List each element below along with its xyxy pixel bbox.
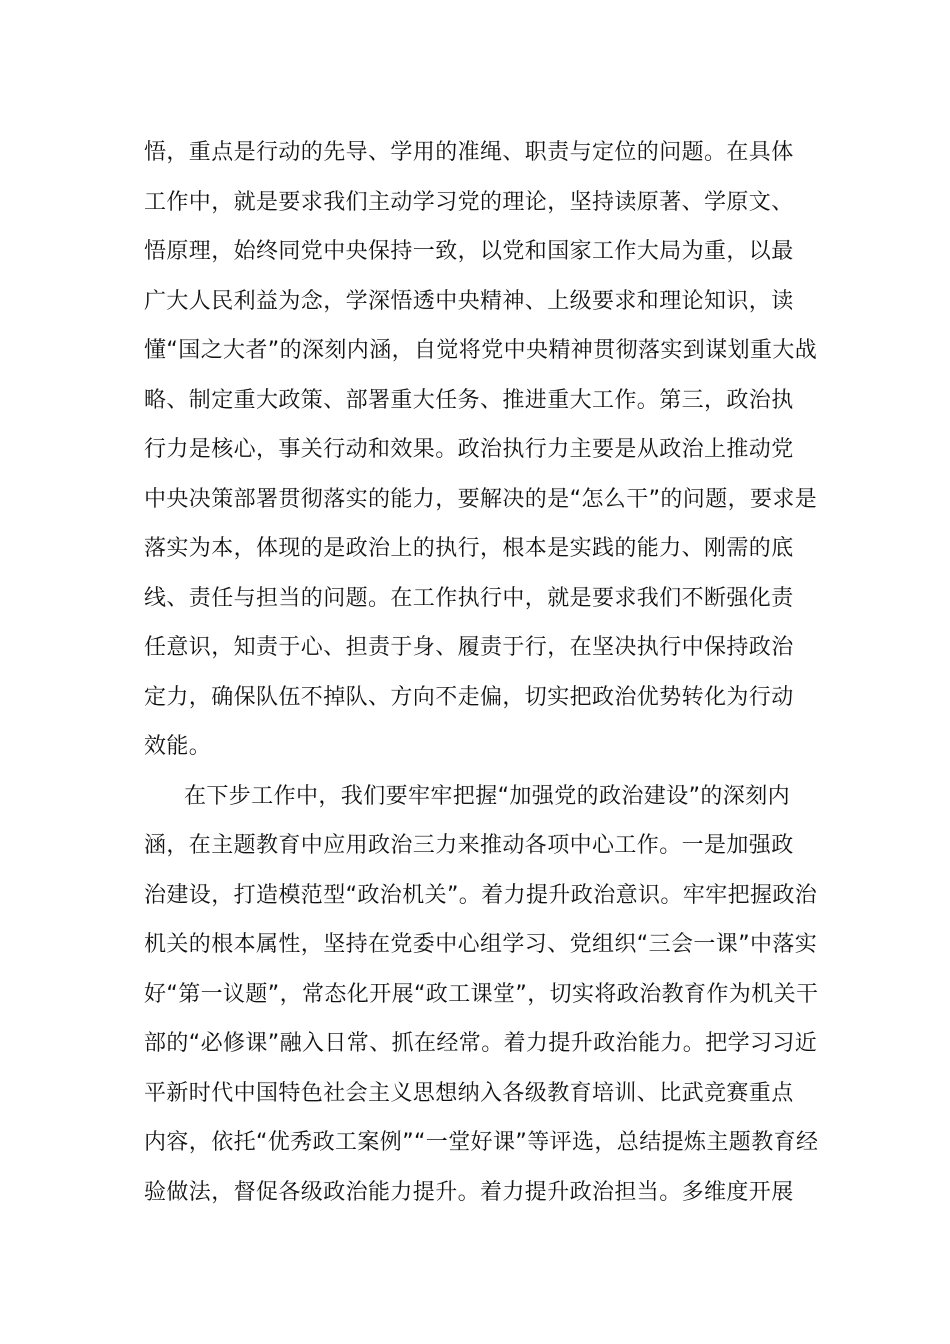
text-line: 线、责任与担当的问题。在工作执行中，就是要求我们不断强化责 bbox=[144, 585, 794, 611]
text-line: 平新时代中国特色社会主义思想纳入各级教育培训、比武竞赛重点 bbox=[144, 1080, 794, 1106]
text-line: 机关的根本属性，坚持在党委中心组学习、党组织“三会一课”中落实 bbox=[144, 932, 818, 957]
text-line: 治建设，打造模范型“政治机关”。着力提升政治意识。牢牢把握政治 bbox=[144, 882, 818, 908]
text-line: 悟，重点是行动的先导、学用的准绳、职责与定位的问题。在具体 bbox=[144, 140, 794, 165]
document-body bbox=[144, 128, 824, 1217]
text-line: 部的“必修课”融入日常、抓在经常。着力提升政治能力。把学习习近 bbox=[144, 1031, 818, 1056]
text-line: 中央决策部署贯彻落实的能力，要解决的是“怎么干”的问题，要求是 bbox=[144, 486, 818, 512]
text-line: 定力，确保队伍不掉队、方向不走偏，切实把政治优势转化为行动 bbox=[144, 684, 794, 710]
text-line: 广大人民利益为念，学深悟透中央精神、上级要求和理论知识，读 bbox=[144, 288, 794, 314]
text-line: 略、制定重大政策、部署重大任务、推进重大工作。第三，政治执 bbox=[144, 387, 794, 413]
text-line: 任意识，知责于心、担责于身、履责于行，在坚决执行中保持政治 bbox=[144, 635, 794, 660]
text-line: 内容，依托“优秀政工案例”“一堂好课”等评选，总结提炼主题教育经 bbox=[144, 1130, 819, 1155]
text-line: 落实为本，体现的是政治上的执行，根本是实践的能力、刚需的底 bbox=[144, 536, 794, 561]
paragraph-2 bbox=[144, 772, 824, 1218]
text-line-indented: 在下步工作中，我们要牢牢把握“加强党的政治建设”的深刻内 bbox=[184, 783, 790, 809]
text-line: 悟原理，始终同党中央保持一致，以党和国家工作大局为重，以最 bbox=[144, 239, 794, 264]
text-line: 懂“国之大者”的深刻内涵，自觉将党中央精神贯彻落实到谋划重大战 bbox=[144, 338, 818, 363]
text-line: 涵，在主题教育中应用政治三力来推动各项中心工作。一是加强政 bbox=[144, 833, 794, 858]
text-line: 好“第一议题”，常态化开展“政工课堂”，切实将政治教育作为机关干 bbox=[144, 981, 819, 1007]
text-line: 行力是核心，事关行动和效果。政治执行力主要是从政治上推动党 bbox=[144, 437, 794, 462]
text-line: 工作中，就是要求我们主动学习党的理论，坚持读原著、学原文、 bbox=[144, 189, 794, 215]
text-line: 效能。 bbox=[144, 734, 212, 759]
text-line: 验做法，督促各级政治能力提升。着力提升政治担当。多维度开展 bbox=[144, 1179, 794, 1205]
paragraph-1 bbox=[144, 128, 824, 772]
